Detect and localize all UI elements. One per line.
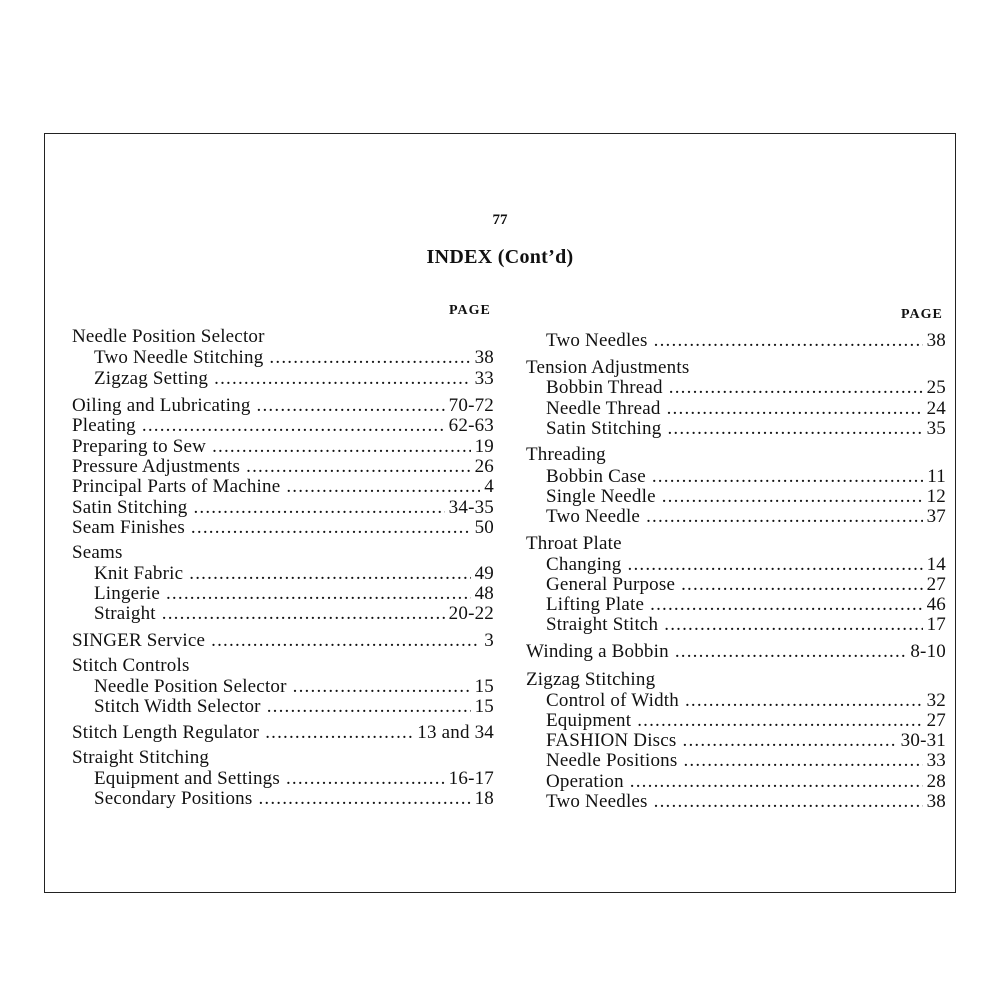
dot-leader: [269, 347, 470, 368]
right-page-header: PAGE: [901, 307, 943, 322]
entry-page-number: 35: [926, 418, 946, 439]
dot-leader: [630, 771, 923, 792]
index-heading: [72, 747, 209, 768]
dot-leader: [628, 554, 923, 575]
entry-label: FASHION Discs: [546, 730, 677, 751]
dot-leader: [193, 497, 444, 518]
dot-leader: [286, 476, 480, 497]
entry-page-number: 38: [926, 791, 946, 812]
entry-page-number: 12: [926, 486, 946, 507]
entry-label: Straight Stitch: [546, 614, 659, 635]
index-entry: [546, 614, 946, 635]
index-entry: [546, 730, 946, 751]
entry-label: Needle Thread: [546, 398, 661, 419]
index-entry: [94, 563, 494, 584]
entry-label: Satin Stitching: [546, 418, 662, 439]
entry-label: Two Needles: [546, 330, 648, 351]
index-entry: [546, 377, 946, 398]
entry-label: Satin Stitching: [72, 497, 188, 518]
entry-label: Lifting Plate: [546, 594, 645, 615]
index-heading: [526, 533, 622, 554]
dot-leader: [211, 630, 480, 651]
entry-page-number: 38: [926, 330, 946, 351]
index-entry: [72, 395, 494, 416]
dot-leader: [654, 330, 923, 351]
index-entry: [94, 768, 494, 789]
dot-leader: [293, 676, 471, 697]
dot-leader: [257, 395, 445, 416]
dot-leader: [166, 583, 471, 604]
dot-leader: [664, 614, 922, 635]
page-number: 77: [492, 212, 508, 228]
index-entry: [546, 594, 946, 615]
index-entry: [94, 788, 494, 809]
entry-page-number: 49: [474, 563, 494, 584]
entry-label: Two Needles: [546, 791, 648, 812]
entry-page-number: 15: [474, 676, 494, 697]
dot-leader: [683, 730, 897, 751]
entry-label: Secondary Positions: [94, 788, 253, 809]
index-heading: [72, 542, 123, 563]
dot-leader: [162, 603, 445, 624]
dot-leader: [667, 398, 923, 419]
page-title: INDEX (Cont’d): [426, 246, 574, 268]
dot-leader: [662, 486, 923, 507]
entry-label: Changing: [546, 554, 622, 575]
index-entry: [546, 330, 946, 351]
dot-leader: [142, 415, 445, 436]
left-page-header: PAGE: [449, 303, 491, 318]
index-entry: [546, 771, 946, 792]
entry-label: Straight: [94, 603, 156, 624]
index-entry: [546, 710, 946, 731]
entry-page-number: 11: [927, 466, 946, 487]
entry-page-number: 28: [926, 771, 946, 792]
index-entry: [72, 456, 494, 477]
entry-page-number: 70-72: [448, 395, 494, 416]
entry-page-number: 34-35: [448, 497, 494, 518]
dot-leader: [189, 563, 470, 584]
entry-page-number: 26: [474, 456, 494, 477]
dot-leader: [265, 722, 413, 743]
entry-page-number: 30-31: [900, 730, 946, 751]
entry-label: Principal Parts of Machine: [72, 476, 281, 497]
entry-label: Zigzag Stitching: [526, 669, 656, 690]
entry-label: Pressure Adjustments: [72, 456, 241, 477]
index-entry: [546, 750, 946, 771]
index-entry: [72, 497, 494, 518]
index-entry: [72, 722, 494, 743]
entry-page-number: 20-22: [448, 603, 494, 624]
index-heading: [72, 655, 190, 676]
entry-page-number: 13 and 34: [417, 722, 494, 743]
entry-page-number: 18: [474, 788, 494, 809]
entry-label: Bobbin Thread: [546, 377, 663, 398]
entry-page-number: 17: [926, 614, 946, 635]
dot-leader: [286, 768, 445, 789]
entry-page-number: 37: [926, 506, 946, 527]
dot-leader: [637, 710, 922, 731]
index-heading: [526, 669, 655, 690]
entry-page-number: 16-17: [448, 768, 494, 789]
entry-label: Equipment and Settings: [94, 768, 280, 789]
entry-label: Tension Adjustments: [526, 357, 690, 378]
entry-label: Seam Finishes: [72, 517, 185, 538]
entry-label: Lingerie: [94, 583, 160, 604]
index-entry: [546, 418, 946, 439]
entry-label: Stitch Length Regulator: [72, 722, 260, 743]
index-entry: [94, 696, 494, 717]
entry-label: Knit Fabric: [94, 563, 184, 584]
index-entry: [72, 415, 494, 436]
entry-page-number: 48: [474, 583, 494, 604]
entry-page-number: 27: [926, 710, 946, 731]
dot-leader: [646, 506, 923, 527]
entry-page-number: 27: [926, 574, 946, 595]
dot-leader: [191, 517, 471, 538]
entry-page-number: 25: [926, 377, 946, 398]
index-entry: [546, 554, 946, 575]
index-entry: [546, 398, 946, 419]
entry-label: Two Needle Stitching: [94, 347, 264, 368]
entry-label: Straight Stitching: [72, 747, 210, 768]
dot-leader: [212, 436, 471, 457]
index-entry: [546, 506, 946, 527]
entry-label: Zigzag Setting: [94, 368, 209, 389]
index-entry: [94, 603, 494, 624]
dot-leader: [667, 418, 922, 439]
entry-page-number: 8-10: [910, 641, 946, 662]
entry-page-number: 33: [926, 750, 946, 771]
dot-leader: [246, 456, 470, 477]
entry-page-number: 14: [926, 554, 946, 575]
entry-label: Bobbin Case: [546, 466, 646, 487]
index-heading: [526, 444, 606, 465]
entry-label: Throat Plate: [526, 533, 622, 554]
dot-leader: [675, 641, 907, 662]
dot-leader: [214, 368, 470, 389]
entry-label: Pleating: [72, 415, 136, 436]
entry-label: Operation: [546, 771, 624, 792]
dot-leader: [267, 696, 471, 717]
entry-label: Needle Positions: [546, 750, 678, 771]
entry-page-number: 62-63: [448, 415, 494, 436]
entry-page-number: 33: [474, 368, 494, 389]
entry-label: Needle Position Selector: [72, 326, 265, 347]
entry-page-number: 24: [926, 398, 946, 419]
entry-label: Stitch Width Selector: [94, 696, 261, 717]
dot-leader: [685, 690, 923, 711]
index-entry: [72, 517, 494, 538]
index-entry: [526, 641, 946, 662]
index-entry: [72, 630, 494, 651]
entry-label: General Purpose: [546, 574, 676, 595]
entry-page-number: 4: [484, 476, 494, 497]
index-entry: [94, 368, 494, 389]
index-entry: [546, 486, 946, 507]
entry-page-number: 32: [926, 690, 946, 711]
index-entry: [94, 347, 494, 368]
entry-label: Needle Position Selector: [94, 676, 287, 697]
entry-label: Two Needle: [546, 506, 641, 527]
index-entry: [546, 791, 946, 812]
dot-leader: [258, 788, 470, 809]
index-entry: [72, 476, 494, 497]
entry-page-number: 19: [474, 436, 494, 457]
entry-page-number: 3: [484, 630, 494, 651]
entry-label: Preparing to Sew: [72, 436, 207, 457]
index-entry: [546, 574, 946, 595]
entry-label: Control of Width: [546, 690, 679, 711]
index-entry: [94, 676, 494, 697]
dot-leader: [650, 594, 922, 615]
dot-leader: [669, 377, 923, 398]
entry-label: Single Needle: [546, 486, 656, 507]
index-heading: [526, 357, 689, 378]
entry-label: Stitch Controls: [72, 655, 190, 676]
entry-label: Seams: [72, 542, 123, 563]
entry-page-number: 15: [474, 696, 494, 717]
entry-page-number: 38: [474, 347, 494, 368]
index-entry: [94, 583, 494, 604]
index-heading: [72, 326, 265, 347]
index-entry: [546, 466, 946, 487]
entry-label: Oiling and Lubricating: [72, 395, 251, 416]
dot-leader: [683, 750, 922, 771]
entry-label: Winding a Bobbin: [526, 641, 669, 662]
index-entry: [546, 690, 946, 711]
entry-label: SINGER Service: [72, 630, 206, 651]
dot-leader: [654, 791, 923, 812]
entry-label: Threading: [526, 444, 606, 465]
index-entry: [72, 436, 494, 457]
dot-leader: [652, 466, 923, 487]
entry-page-number: 46: [926, 594, 946, 615]
dot-leader: [681, 574, 922, 595]
entry-page-number: 50: [474, 517, 494, 538]
entry-label: Equipment: [546, 710, 632, 731]
